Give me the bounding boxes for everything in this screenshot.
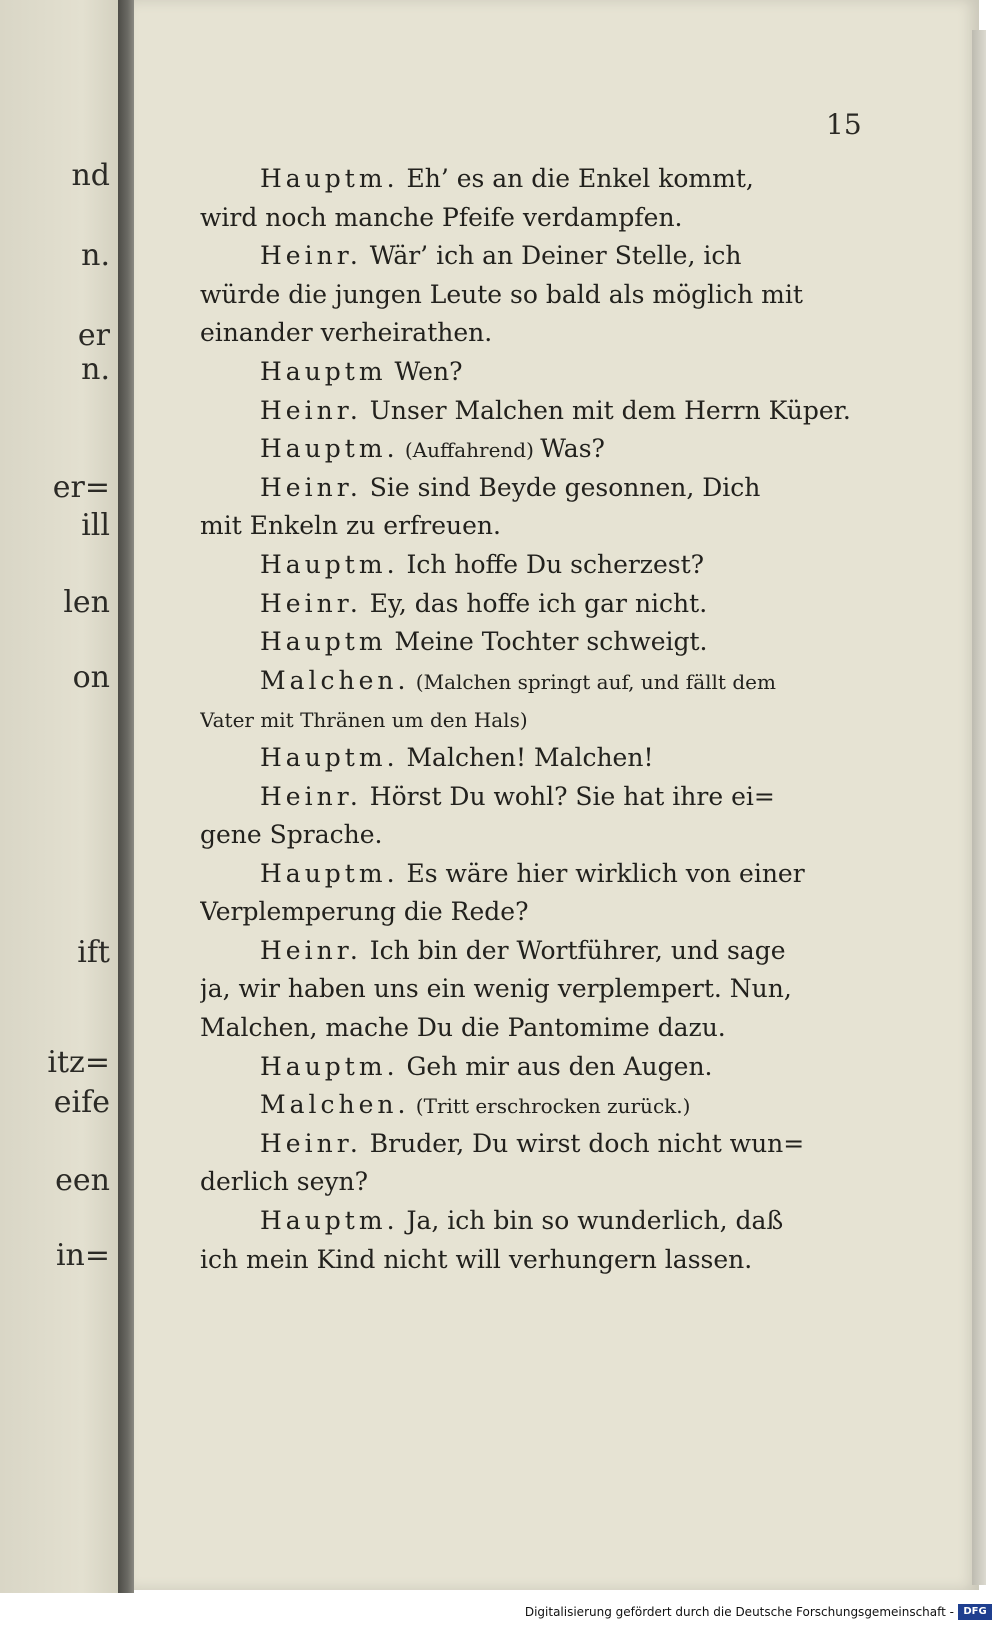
text-line <box>200 893 860 932</box>
text-line <box>200 1202 860 1241</box>
text-line <box>200 314 860 353</box>
text-line <box>200 507 860 546</box>
text-block <box>200 160 860 1279</box>
text-line <box>200 1241 860 1280</box>
footer-credit: Digitalisierung gefördert durch die Deutsche Forschungsgemeinschaft - <box>524 1605 954 1619</box>
line-text: Ich hoffe Du scherzest? <box>398 549 705 579</box>
text-line <box>200 585 860 624</box>
line-text: Malchen! Malchen! <box>398 742 654 772</box>
line-text: Meine Tochter schweigt. <box>386 627 708 657</box>
text-line <box>200 1048 860 1087</box>
left-page-fragment: len <box>63 585 110 620</box>
text-line <box>200 739 860 778</box>
footer <box>0 1593 1000 1625</box>
text-line <box>200 700 860 739</box>
speaker-name: Heinr. <box>260 395 362 425</box>
left-page-edge <box>0 0 118 1625</box>
text-line <box>200 623 860 662</box>
line-text: Eh’ es an die Enkel kommt, <box>398 164 754 193</box>
left-page-fragment: itz= <box>47 1045 110 1080</box>
speaker-name: Hauptm <box>260 627 387 657</box>
text-line <box>200 353 860 392</box>
line-text: Hörst Du wohl? Sie hat ihre ei= <box>361 781 775 811</box>
text-line <box>200 1086 860 1125</box>
left-page-fragment: een <box>55 1163 110 1198</box>
left-page-fragment: er <box>77 318 110 353</box>
speaker-name: Heinr. <box>260 935 362 965</box>
page-number: 15 <box>826 108 862 141</box>
book-gutter <box>118 0 134 1625</box>
speaker-name: Heinr. <box>260 472 362 502</box>
line-text: Ja, ich bin so wunderlich, daß <box>398 1206 784 1236</box>
text-line <box>200 1163 860 1202</box>
line-text: Ey, das hoffe ich gar nicht. <box>361 588 708 618</box>
text-line <box>200 392 860 431</box>
line-text: mit Enkeln zu erfreuen. <box>200 511 501 541</box>
page-edge <box>972 30 986 1585</box>
line-text: gene Sprache. <box>200 820 383 850</box>
left-page-fragment: on <box>72 660 110 695</box>
line-text: Wär’ ich an Deiner Stelle, ich <box>361 241 742 271</box>
text-line <box>200 160 860 199</box>
text-line <box>200 932 860 971</box>
speaker-name: Hauptm. <box>260 549 399 579</box>
left-page-fragment: er= <box>52 470 110 505</box>
speaker-name: Heinr. <box>260 588 362 618</box>
line-text: würde die jungen Leute so bald als möglich mit <box>200 279 803 309</box>
text-line <box>200 1125 860 1164</box>
line-text: ja, wir haben uns ein wenig verplempert. Nun, <box>200 974 792 1004</box>
stage-direction: Vater mit Thränen um den Hals) <box>200 708 528 733</box>
line-text: wird noch manche Pfeife verdampfen. <box>200 202 683 232</box>
text-line <box>200 546 860 585</box>
stage-direction: (Auffahrend) <box>398 438 541 463</box>
line-text: Verplemperung die Rede? <box>200 897 529 927</box>
text-line <box>200 199 860 238</box>
speaker-name: Heinr. <box>260 1128 362 1158</box>
left-page-fragment: eife <box>53 1085 110 1120</box>
speaker-name: Hauptm <box>260 356 387 386</box>
left-page-fragment: ill <box>81 508 110 543</box>
text-line <box>200 1009 860 1048</box>
speaker-name: Hauptm. <box>260 164 399 193</box>
line-text: Was? <box>540 434 605 464</box>
speaker-name: Malchen. <box>260 665 410 695</box>
left-page-fragment: n. <box>81 352 110 387</box>
text-line <box>200 276 860 315</box>
line-text: Es wäre hier wirklich von einer <box>398 858 805 888</box>
speaker-name: Heinr. <box>260 781 362 811</box>
text-line <box>200 970 860 1009</box>
speaker-name: Hauptm. <box>260 1206 399 1236</box>
speaker-name: Hauptm. <box>260 742 399 772</box>
line-text: einander verheirathen. <box>200 318 493 348</box>
text-line <box>200 778 860 817</box>
left-page-fragment: n. <box>81 238 110 273</box>
stage-direction: (Tritt erschrocken zurück.) <box>409 1094 691 1119</box>
line-text: derlich seyn? <box>200 1167 369 1197</box>
text-line <box>200 430 860 469</box>
speaker-name: Heinr. <box>260 241 362 271</box>
speaker-name: Hauptm. <box>260 434 399 464</box>
line-text: Ich bin der Wortführer, und sage <box>361 935 786 965</box>
speaker-name: Hauptm. <box>260 1051 399 1081</box>
left-page-fragment: nd <box>71 158 110 193</box>
text-line <box>200 816 860 855</box>
text-line <box>200 469 860 508</box>
line-text: Bruder, Du wirst doch nicht wun= <box>361 1128 805 1158</box>
dfg-logo: DFG <box>958 1604 992 1620</box>
text-line <box>200 662 860 701</box>
speaker-name: Hauptm. <box>260 858 399 888</box>
stage-direction: (Malchen springt auf, und fällt dem <box>409 669 776 694</box>
line-text: Geh mir aus den Augen. <box>398 1051 713 1081</box>
line-text: Wen? <box>386 356 463 386</box>
speaker-name: Malchen. <box>260 1090 410 1120</box>
line-text: Sie sind Beyde gesonnen, Dich <box>361 472 761 502</box>
line-text: Unser Malchen mit dem Herrn Küper. <box>361 395 851 425</box>
line-text: ich mein Kind nicht will verhungern lassen. <box>200 1244 753 1274</box>
left-page-fragment: ift <box>77 935 110 970</box>
left-page-fragment: in= <box>55 1238 110 1273</box>
line-text: Malchen, mache Du die Pantomime dazu. <box>200 1013 726 1043</box>
text-line <box>200 237 860 276</box>
text-line <box>200 855 860 894</box>
